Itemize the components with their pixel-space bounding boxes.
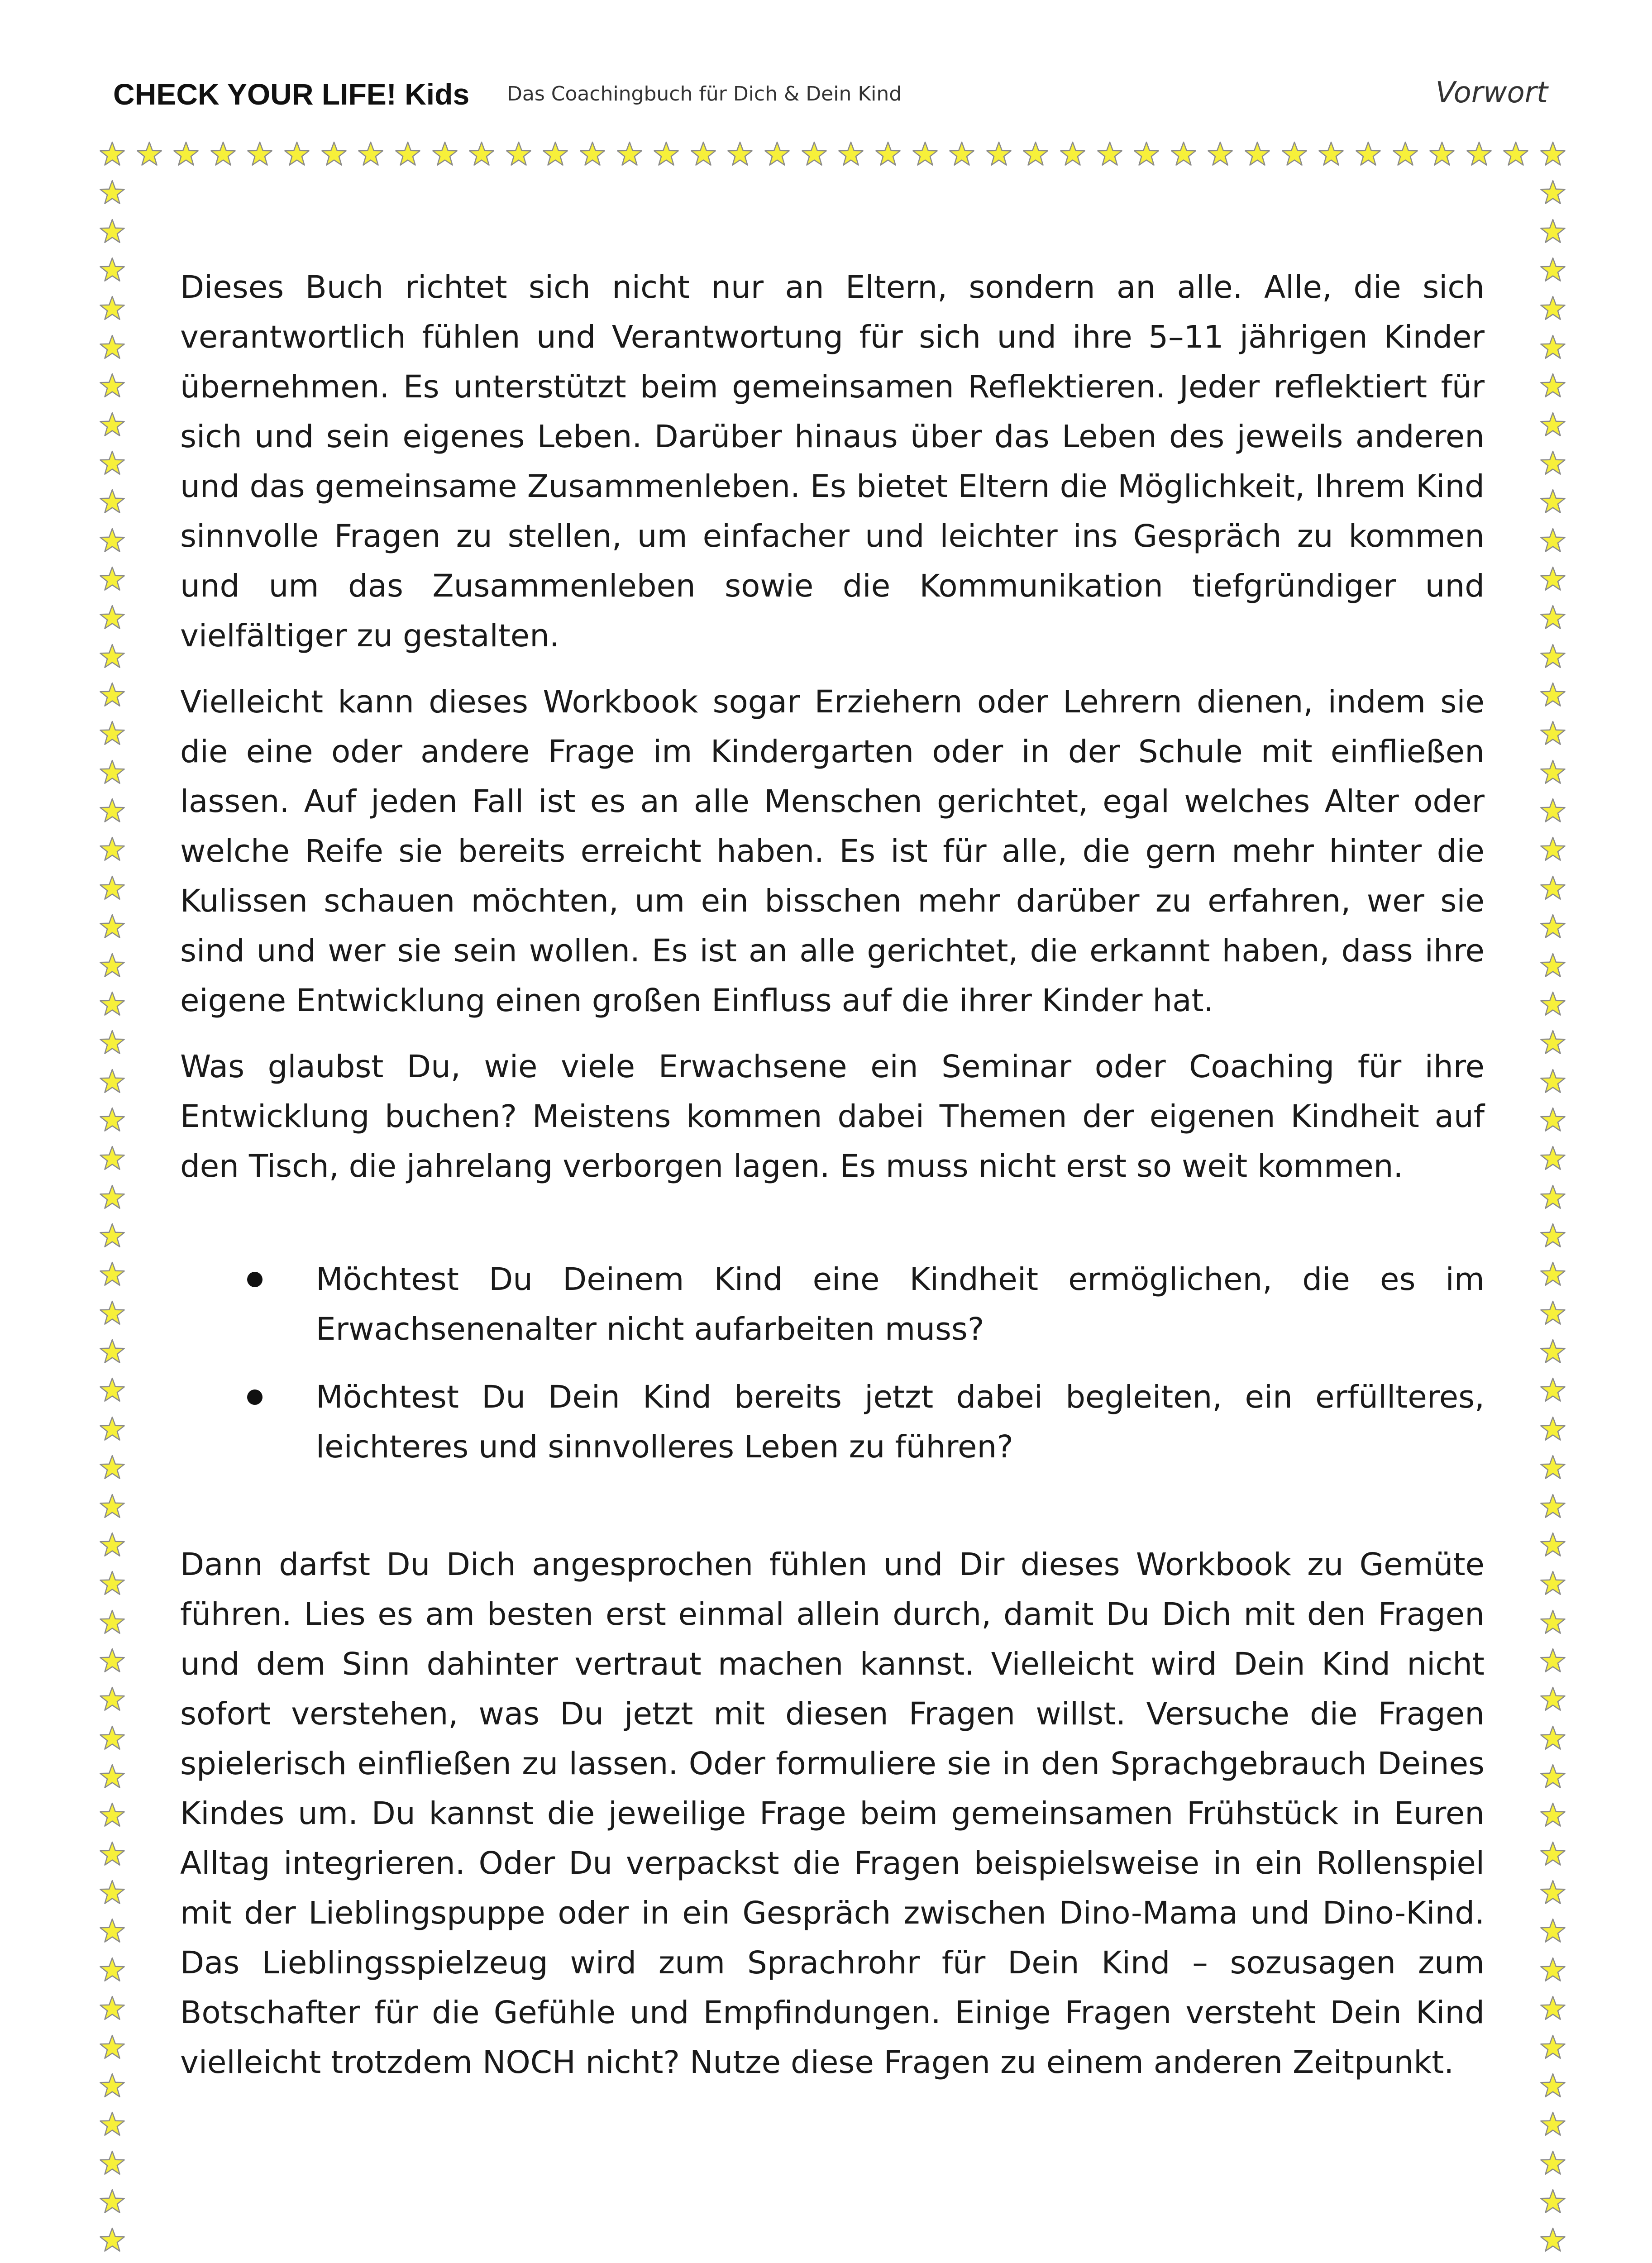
star-icon [1539, 1917, 1567, 1945]
star-icon [1539, 411, 1567, 439]
star-icon [1539, 1685, 1567, 1714]
star-icon [948, 140, 976, 168]
star-icon [1539, 2226, 1567, 2254]
star-icon [1539, 1415, 1567, 1443]
star-icon [1539, 140, 1567, 168]
star-icon [98, 1184, 126, 1212]
section-name: Vorwort [1435, 76, 1548, 110]
star-icon [98, 2226, 126, 2254]
star-icon [357, 140, 385, 168]
star-icon [1132, 140, 1160, 168]
star-icon [505, 140, 533, 168]
star-icon [98, 1068, 126, 1096]
star-icon [652, 140, 680, 168]
star-icon [1539, 488, 1567, 516]
star-icon [98, 1685, 126, 1714]
bullet-item [180, 1372, 1485, 1472]
star-icon [1539, 2034, 1567, 2062]
star-icon [1539, 604, 1567, 632]
star-icon [98, 1376, 126, 1404]
star-icon [98, 2034, 126, 2062]
star-icon [246, 140, 274, 168]
star-icon [1539, 1145, 1567, 1173]
star-icon [1539, 1840, 1567, 1868]
bullet-icon [247, 1389, 263, 1405]
star-icon [1059, 140, 1087, 168]
star-icon [98, 411, 126, 439]
star-icon [1539, 1106, 1567, 1134]
star-icon [1539, 643, 1567, 671]
star-icon [1539, 1299, 1567, 1327]
star-icon [1539, 874, 1567, 902]
star-icon [98, 1531, 126, 1559]
star-icon [1539, 1724, 1567, 1752]
star-icon [98, 1570, 126, 1598]
star-icon [1539, 1879, 1567, 1907]
star-icon [1539, 2149, 1567, 2177]
star-icon [98, 256, 126, 284]
star-icon [172, 140, 200, 168]
star-icon [1502, 140, 1530, 168]
star-icon [98, 604, 126, 632]
star-icon [1539, 1531, 1567, 1559]
star-icon [98, 1222, 126, 1250]
star-icon [541, 140, 569, 168]
star-icon [1317, 140, 1345, 168]
bullet-text: Möchtest Du Deinem Kind eine Kindheit ermöglichen, die es im Erwachsenenalter nicht aufarbeiten muss? [316, 1261, 1485, 1347]
star-icon [1539, 681, 1567, 709]
star-icon [726, 140, 754, 168]
book-subtitle: Das Coachingbuch für Dich & Dein Kind [507, 82, 902, 105]
star-icon [98, 1145, 126, 1173]
star-icon [98, 1338, 126, 1366]
star-icon [98, 990, 126, 1018]
star-icon [1022, 140, 1050, 168]
star-icon [98, 1454, 126, 1482]
star-icon [837, 140, 865, 168]
star-icon [1206, 140, 1234, 168]
paragraph: Vielleicht kann dieses Workbook sogar Erziehern oder Lehrern dienen, indem sie die eine oder andere Frage im Kindergarten oder in der Schule mit einfließen lassen. Auf jeden Fall ist es an alle Menschen gerichtet, egal welches Alter oder welche Reife sie bereits erreicht haben. Es ist für alle, die gern mehr hinter die Kulissen schauen möchten, um ein bisschen mehr darüber zu erfahren, wer sie sind und wer sie sein wollen. Es ist an alle gerichtet, die erkannt haben, dass ihre eigene Entwicklung einen großen Einfluss auf die ihrer Kinder hat. [180, 684, 1485, 1019]
star-icon [394, 140, 422, 168]
star-icon [911, 140, 939, 168]
star-icon [98, 1956, 126, 1984]
star-icon [616, 140, 644, 168]
star-icon [98, 1029, 126, 1057]
star-icon [1539, 1995, 1567, 2023]
star-icon [1539, 952, 1567, 980]
star-icon [1539, 449, 1567, 477]
star-icon [1539, 797, 1567, 825]
star-icon [1539, 1570, 1567, 1598]
star-icon [98, 643, 126, 671]
star-icon [1096, 140, 1124, 168]
star-icon [98, 140, 126, 168]
star-icon [1539, 1222, 1567, 1250]
star-icon [320, 140, 348, 168]
star-icon [98, 1299, 126, 1327]
star-icon [98, 874, 126, 902]
star-icon [1539, 256, 1567, 284]
star-icon [98, 913, 126, 941]
star-icon [1539, 218, 1567, 246]
star-icon [1170, 140, 1198, 168]
star-icon [1539, 295, 1567, 323]
star-icon [1539, 1609, 1567, 1637]
star-icon [98, 1879, 126, 1907]
star-icon [98, 952, 126, 980]
star-icon [98, 372, 126, 400]
star-icon [689, 140, 717, 168]
star-icon [431, 140, 459, 168]
star-icon [1539, 990, 1567, 1018]
star-icon [1539, 334, 1567, 362]
star-icon [1539, 913, 1567, 941]
star-icon [98, 2110, 126, 2139]
star-icon [1465, 140, 1493, 168]
star-icon [98, 1917, 126, 1945]
star-icon [1539, 1260, 1567, 1289]
star-icon [98, 334, 126, 362]
star-icon [98, 1763, 126, 1791]
star-icon [98, 720, 126, 748]
star-icon [1539, 1956, 1567, 1984]
star-icon [98, 527, 126, 555]
star-icon [98, 2149, 126, 2177]
star-icon [1539, 720, 1567, 748]
star-icon [98, 218, 126, 246]
bullet-list [180, 1255, 1485, 1472]
star-icon [800, 140, 828, 168]
star-icon [1428, 140, 1456, 168]
star-icon [874, 140, 902, 168]
page-header [113, 68, 1548, 118]
star-icon [209, 140, 237, 168]
closing-paragraph: Dann darfst Du Dich angesprochen fühlen und Dir dieses Workbook zu Gemüte führen. Lies es am besten erst einmal allein durch, damit Du Dich mit den Fragen und dem Sinn dahinter vertraut machen kannst. Vielleicht wird Dein Kind nicht sofort verstehen, was Du jetzt mit diesen Fragen willst. Versuche die Fragen spielerisch einfließen zu lassen. Oder formuliere sie in den Sprachgebrauch Deines Kindes um. Du kannst die jeweilige Frage beim gemeinsamen Frühstück in Euren Alltag integrieren. Oder Du verpackst die Fragen beispielsweise in ein Rollenspiel mit der Lieblingspuppe oder in ein Gespräch zwischen Dino-Mama und Dino-Kind. Das Lieblingsspielzeug wird zum Sprachrohr für Dein Kind – sozusagen zum Botschafter für die Gefühle und Empfindungen. Einige Fragen versteht Dein Kind vielleicht trotzdem NOCH nicht? Nutze diese Fragen zu einem anderen Zeitpunkt. [180, 1547, 1485, 2081]
star-icon [98, 1840, 126, 1868]
star-icon [98, 2072, 126, 2100]
bullet-icon [247, 1272, 263, 1287]
star-icon [98, 449, 126, 477]
star-icon [1539, 835, 1567, 864]
paragraph: Dieses Buch richtet sich nicht nur an Eltern, sondern an alle. Alle, die sich verantwortlich fühlen und Verantwortung für sich und ihre 5–11 jährigen Kinder übernehmen. Es unterstützt beim gemeinsamen Reflektieren. Jeder reflektiert für sich und sein eigenes Leben. Darüber hinaus über das Leben des jeweils anderen und das gemeinsame Zusammenleben. Es bietet Eltern die Möglichkeit, Ihrem Kind sinnvolle Fragen zu stellen, um einfacher und leichter ins Gespräch zu kommen und um das Zusammenleben sowie die Kommunikation tiefgründiger und vielfältiger zu gestalten. [180, 269, 1485, 654]
star-icon [98, 681, 126, 709]
star-icon [98, 1260, 126, 1289]
star-icon [98, 1493, 126, 1521]
star-icon [98, 295, 126, 323]
star-icon [98, 759, 126, 787]
star-icon [135, 140, 163, 168]
star-icon [985, 140, 1013, 168]
star-icon [1539, 1647, 1567, 1675]
star-icon [98, 797, 126, 825]
star-icon [763, 140, 791, 168]
star-icon [98, 1415, 126, 1443]
star-icon [1243, 140, 1271, 168]
star-icon [1539, 1801, 1567, 1829]
star-icon [98, 565, 126, 593]
star-icon [1354, 140, 1382, 168]
star-icon [1539, 1338, 1567, 1366]
star-icon [578, 140, 606, 168]
star-icon [98, 835, 126, 864]
star-icon [1391, 140, 1419, 168]
star-icon [1539, 565, 1567, 593]
star-icon [1539, 1493, 1567, 1521]
book-title: CHECK YOUR LIFE! Kids [113, 77, 470, 111]
star-icon [1539, 179, 1567, 207]
star-icon [98, 488, 126, 516]
bullet-text: Möchtest Du Dein Kind bereits jetzt dabei begleiten, ein erfüllteres, leichteres und sinnvolleres Leben zu führen? [316, 1379, 1485, 1465]
star-icon [283, 140, 311, 168]
star-icon [1539, 2188, 1567, 2216]
star-icon [1539, 1376, 1567, 1404]
star-icon [98, 1801, 126, 1829]
bullet-item [180, 1255, 1485, 1354]
star-icon [98, 1106, 126, 1134]
star-icon [98, 1647, 126, 1675]
star-icon [1539, 1029, 1567, 1057]
star-icon [1280, 140, 1308, 168]
star-icon [1539, 372, 1567, 400]
star-icon [1539, 2110, 1567, 2139]
main-content [180, 263, 1485, 2104]
star-icon [98, 179, 126, 207]
star-icon [1539, 1454, 1567, 1482]
star-icon [98, 1724, 126, 1752]
star-icon [98, 1995, 126, 2023]
paragraph: Was glaubst Du, wie viele Erwachsene ein Seminar oder Coaching für ihre Entwicklung buchen? Meistens kommen dabei Themen der eigenen Kindheit auf den Tisch, die jahrelang verborgen lagen. Es muss nicht erst so weit kommen. [180, 1049, 1485, 1184]
star-icon [1539, 759, 1567, 787]
star-icon [98, 2188, 126, 2216]
star-icon [1539, 527, 1567, 555]
star-icon [1539, 2072, 1567, 2100]
star-icon [1539, 1763, 1567, 1791]
star-icon [98, 1609, 126, 1637]
star-icon [468, 140, 496, 168]
star-icon [1539, 1068, 1567, 1096]
star-icon [1539, 1184, 1567, 1212]
